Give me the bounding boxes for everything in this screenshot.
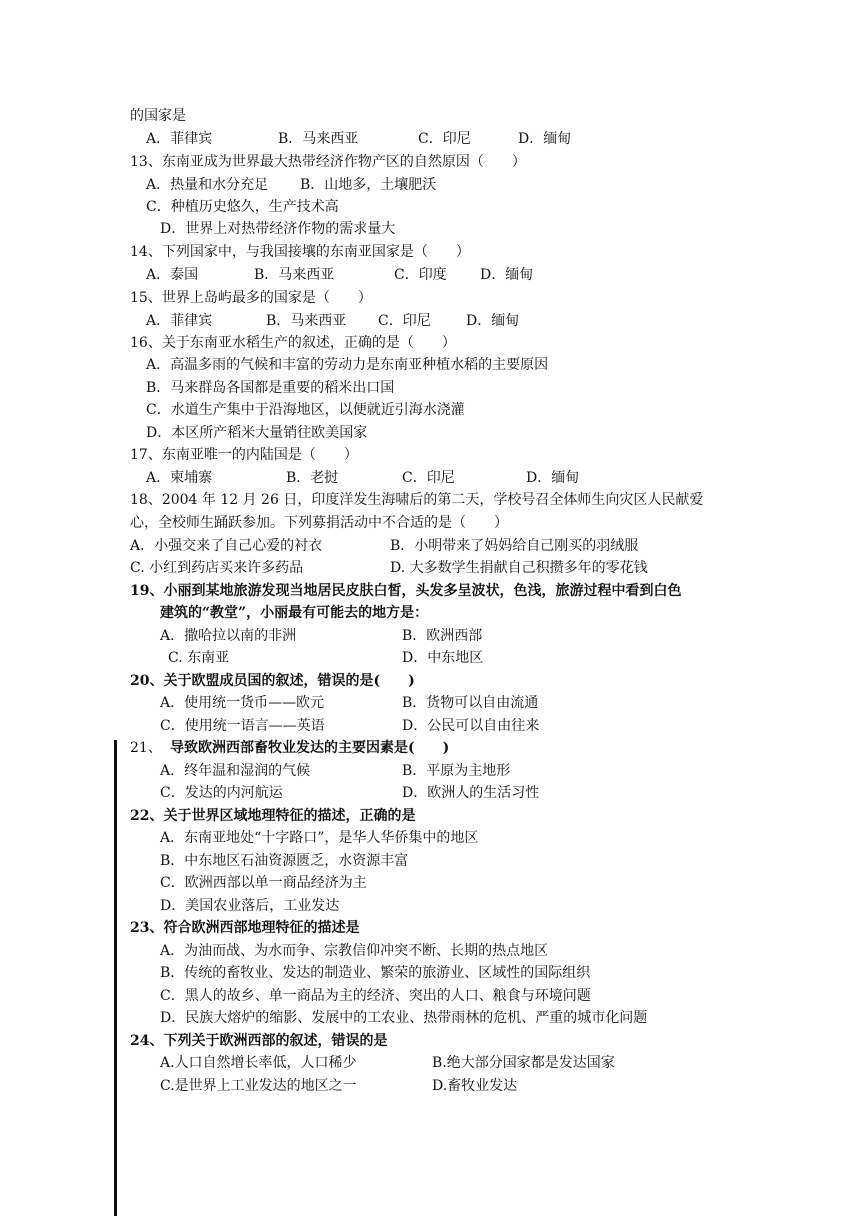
q24-option-b: B.绝大部分国家都是发达国家 <box>432 1055 615 1071</box>
q18-option-d: D. 大多数学生捐献自己积攒多年的零花钱 <box>390 560 648 576</box>
q19-option-a: A．撒哈拉以南的非洲 <box>160 628 297 644</box>
q14-stem: 14、下列国家中，与我国接壤的东南亚国家是（ ） <box>130 244 470 260</box>
q19-option-d: D．中东地区 <box>402 650 484 666</box>
q15-stem: 15、世界上岛屿最多的国家是（ ） <box>130 290 372 306</box>
q13-option-c: C．种植历史悠久，生产技术高 <box>146 199 339 215</box>
q19-stem-line1: 19、小丽到某地旅游发现当地居民皮肤白皙，头发多呈波状，色浅，旅游过程中看到白色 <box>130 583 682 599</box>
left-margin-rule <box>114 740 117 1216</box>
q17-option-b: B．老挝 <box>286 470 339 486</box>
q20-option-b: B．货物可以自由流通 <box>402 695 539 711</box>
q22-option-b: B．中东地区石油资源匮乏，水资源丰富 <box>160 853 409 869</box>
q16-option-a: A．高温多雨的气候和丰富的劳动力是东南亚种植水稻的主要原因 <box>146 357 549 373</box>
q12-option-a: A．菲律宾 <box>146 131 213 147</box>
q22-stem: 22、关于世界区域地理特征的描述，正确的是 <box>130 808 416 824</box>
q17-stem: 17、东南亚唯一的内陆国是（ ） <box>130 447 358 463</box>
q13-option-b: B．山地多，土壤肥沃 <box>300 177 437 193</box>
q20-option-c: C．使用统一语言——英语 <box>160 718 325 734</box>
q16-option-c: C．水道生产集中于沿海地区，以便就近引海水浇灌 <box>146 402 465 418</box>
q21-option-b: B．平原为主地形 <box>402 763 511 779</box>
q21-option-a: A．终年温和湿润的气候 <box>160 763 311 779</box>
q12-option-b: B．马来西亚 <box>278 131 359 147</box>
q16-option-d: D．本区所产稻米大量销往欧美国家 <box>146 425 368 441</box>
q20-option-a: A．使用统一货币——欧元 <box>160 695 325 711</box>
q23-stem: 23、符合欧洲西部地理特征的描述是 <box>130 920 360 936</box>
q24-option-c: C.是世界上工业发达的地区之一 <box>160 1078 357 1094</box>
q14-option-a: A．泰国 <box>146 267 199 283</box>
q22-option-a: A．东南亚地处“十字路口”，是华人华侨集中的地区 <box>160 830 479 846</box>
q12-option-d: D．缅甸 <box>518 131 572 147</box>
q19-option-c: C. 东南亚 <box>168 650 230 666</box>
q21-stem: 导致欧洲西部畜牧业发达的主要因素是( ) <box>170 740 450 756</box>
q18-option-a: A．小强交来了自己心爱的衬衣 <box>130 538 323 554</box>
q24-stem: 24、下列关于欧洲西部的叙述，错误的是 <box>130 1033 388 1049</box>
q20-stem: 20、关于欧盟成员国的叙述，错误的是( ) <box>130 673 415 689</box>
q19-option-b: B．欧洲西部 <box>402 628 483 644</box>
q18-stem-line1: 18、2004 年 12 月 26 日，印度洋发生海啸后的第二天，学校号召全体师生向灾区人民献爱 <box>130 492 704 508</box>
q21-number: 21、 <box>130 740 162 756</box>
q15-option-c: C．印尼 <box>378 313 431 329</box>
q15-option-d: D．缅甸 <box>466 313 520 329</box>
q21-option-c: C．发达的内河航运 <box>160 785 283 801</box>
q13-stem: 13、东南亚成为世界最大热带经济作物产区的自然原因（ ） <box>130 154 526 170</box>
q18-stem-line2: 心，全校师生踊跃参加。下列募捐活动中不合适的是（ ） <box>130 515 508 531</box>
q23-option-b: B．传统的畜牧业、发达的制造业、繁荣的旅游业、区域性的国际组织 <box>160 965 591 981</box>
q24-option-a: A.人口自然增长率低，人口稀少 <box>160 1055 357 1071</box>
q14-option-c: C．印度 <box>394 267 447 283</box>
q15-option-b: B．马来西亚 <box>266 313 347 329</box>
q13-option-a: A．热量和水分充足 <box>146 177 269 193</box>
q14-option-d: D．缅甸 <box>480 267 534 283</box>
q20-option-d: D．公民可以自由往来 <box>402 718 540 734</box>
q23-option-d: D．民族大熔炉的缩影、发展中的工农业、热带雨林的危机、严重的城市化问题 <box>160 1010 648 1026</box>
q17-option-d: D．缅甸 <box>526 470 580 486</box>
q13-option-d: D．世界上对热带经济作物的需求量大 <box>160 221 396 237</box>
q24-option-d: D.畜牧业发达 <box>432 1078 518 1094</box>
q17-option-a: A．柬埔寨 <box>146 470 213 486</box>
q14-option-b: B．马来西亚 <box>254 267 335 283</box>
q12-stem-continuation: 的国家是 <box>130 108 186 124</box>
q18-option-c: C. 小红到药店买来许多药品 <box>130 560 304 576</box>
q15-option-a: A．菲律宾 <box>146 313 213 329</box>
q17-option-c: C．印尼 <box>402 470 455 486</box>
q23-option-a: A．为油而战、为水而争、宗教信仰冲突不断、长期的热点地区 <box>160 943 549 959</box>
q23-option-c: C．黑人的故乡、单一商品为主的经济、突出的人口、粮食与环境问题 <box>160 988 591 1004</box>
q22-option-d: D．美国农业落后，工业发达 <box>160 898 340 914</box>
q22-option-c: C．欧洲西部以单一商品经济为主 <box>160 875 367 891</box>
q18-option-b: B．小明带来了妈妈给自己刚买的羽绒服 <box>390 538 639 554</box>
q16-stem: 16、关于东南亚水稻生产的叙述，正确的是（ ） <box>130 335 456 351</box>
q12-option-c: C．印尼 <box>418 131 471 147</box>
q16-option-b: B．马来群岛各国都是重要的稻米出口国 <box>146 380 395 396</box>
q21-option-d: D．欧洲人的生活习性 <box>402 785 540 801</box>
q19-stem-line2: 建筑的“教堂”，小丽最有可能去的地方是： <box>160 605 429 621</box>
